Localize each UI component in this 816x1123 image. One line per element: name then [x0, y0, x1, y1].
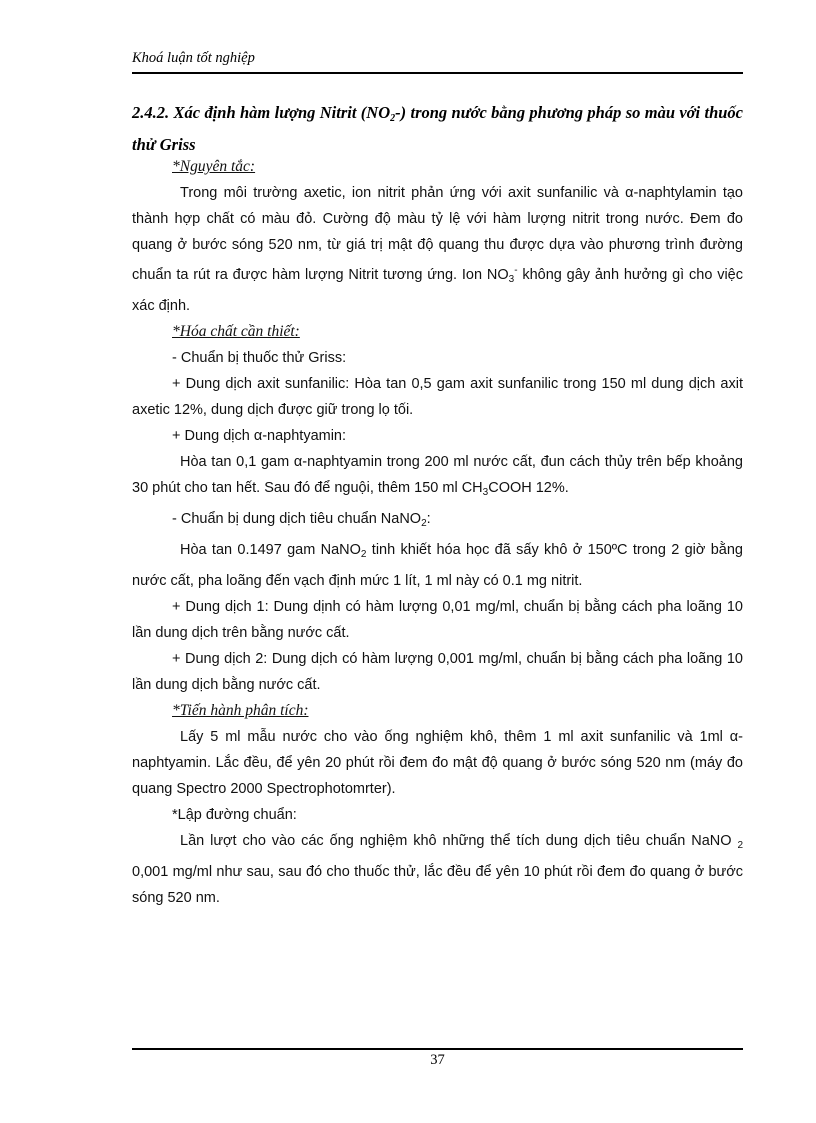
griss-prep-line: - Chuẩn bị thuốc thử Griss:: [172, 350, 347, 366]
standard-text-part1: Hòa tan 0.1497 gam NaNO: [180, 542, 361, 558]
calibration-heading: *Lập đường chuẩn:: [172, 807, 297, 823]
running-header: Khoá luận tốt nghiệp: [132, 50, 255, 66]
standard-label: [132, 506, 743, 537]
naphtyamin-paragraph: [132, 449, 743, 506]
section-title-subscript: 2: [390, 113, 396, 124]
body-content: [132, 154, 743, 911]
calibration-text-part1: Lần lượt cho vào các ống nghiệm khô những thể tích dung dịch tiêu chuẩn NaNO: [180, 833, 738, 849]
sulfanilic-paragraph: + Dung dịch axit sunfanilic: Hòa tan 0,5 gam axit sunfanilic trong 150 ml dung dịch axit axetic 12%, dung dịch được giữ trong lọ tối.: [132, 376, 743, 418]
header-divider: [132, 72, 743, 74]
principle-paragraph: [132, 180, 743, 319]
naphtyamin-text-part2: COOH 12%.: [488, 480, 569, 496]
procedure-heading: *Tiến hành phân tích:: [172, 702, 309, 719]
solution2-paragraph: + Dung dịch 2: Dung dịch có hàm lượng 0,001 mg/ml, chuẩn bị bằng cách pha loãng 10 lần dung dịch bằng nước cất.: [132, 651, 743, 693]
calibration-subscript: 2: [737, 840, 743, 851]
standard-label-part2: :: [426, 511, 431, 527]
section-title: [132, 100, 743, 158]
standard-label-part1: - Chuẩn bị dung dịch tiêu chuẩn NaNO: [172, 511, 422, 527]
standard-text-part2: tinh khiết hóa học đã sấy khô ở 150ºC trong 2 giờ bằng nước cất, pha loãng đến vạch định mức 1 lít, 1 ml này có 0.1 mg nitrit.: [132, 542, 743, 589]
principle-text-part1: Trong môi trường axetic, ion nitrit phản ứng với axit sunfanilic và α-naphtylamin tạo thành hợp chất có màu đỏ. Cường độ màu tỷ lệ với hàm lượng nitrit trong nước. Đem đo quang ở bước sóng 520 nm, từ giá trị mật độ quang thu được dựa vào phương trình đường chuẩn ta rút ra được hàm lượng Nitrit tương ứng. Ion NO: [132, 185, 743, 283]
section-title-part2: -) trong nước bằng phương pháp so màu với thuốc thử Griss: [132, 103, 744, 154]
solution1-paragraph: + Dung dịch 1: Dung dịnh có hàm lượng 0,01 mg/ml, chuẩn bị bằng cách pha loãng 10 lần dung dịch trên bằng nước cất.: [132, 599, 743, 641]
page-number: 37: [430, 1052, 445, 1068]
section-title-part1: 2.4.2. Xác định hàm lượng Nitrit (NO: [132, 103, 391, 122]
principle-heading: *Nguyên tắc:: [172, 158, 256, 175]
principle-text-part2: không gây ảnh hưởng gì cho việc xác định.: [132, 267, 743, 314]
principle-text-subscript: 3: [508, 274, 515, 285]
footer-divider: [132, 1048, 743, 1050]
naphtyamin-text-part1: Hòa tan 0,1 gam α-naphtyamin trong 200 ml nước cất, đun cách thủy trên bếp khoảng 30 phút cho tan hết. Sau đó để nguội, thêm 150 ml CH: [132, 454, 743, 496]
standard-label-subscript: 2: [421, 518, 427, 529]
standard-paragraph: [132, 537, 743, 594]
calibration-paragraph: [132, 828, 743, 911]
principle-text-superscript: -: [514, 265, 518, 276]
standard-text-subscript: 2: [360, 549, 367, 560]
chemicals-heading: *Hóa chất cần thiết:: [172, 323, 300, 340]
naphtyamin-label: + Dung dịch α-naphtyamin:: [172, 428, 347, 444]
calibration-text-part2: 0,001 mg/ml như sau, sau đó cho thuốc thử, lắc đều để yên 10 phút rồi đem đo quang ở bước sóng 520 nm.: [132, 864, 743, 906]
procedure-paragraph: Lấy 5 ml mẫu nước cho vào ống nghiệm khô, thêm 1 ml axit sunfanilic và 1ml α-naphtyamin. Lắc đều, để yên 20 phút rồi đem đo mật độ quang ở bước sóng 520 nm (máy đo quang Spectro 2000 Spectrophotomrter).: [132, 729, 743, 797]
naphtyamin-subscript: 3: [482, 487, 489, 498]
